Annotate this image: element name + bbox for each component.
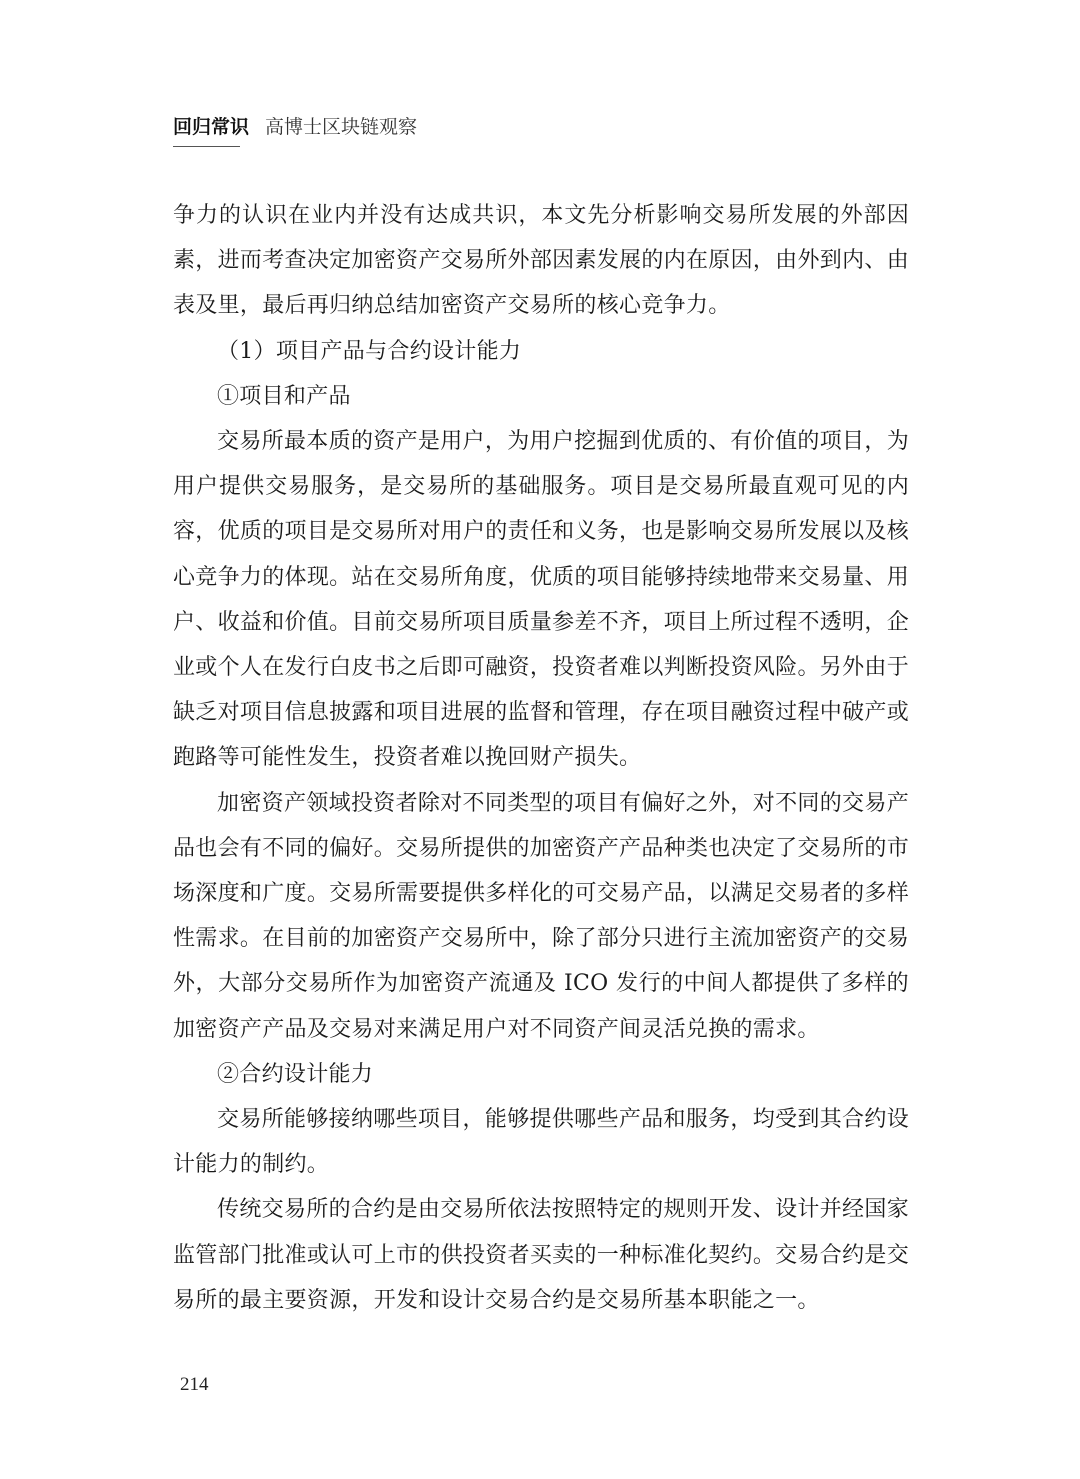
paragraph: 加密资产领域投资者除对不同类型的项目有偏好之外，对不同的交易产品也会有不同的偏好。交易所提供的加密资产产品种类也决定了交易所的市场深度和广度。交易所需要提供多样化的可交易产品，以满足交易者的多样性需求。在目前的加密资产交易所中，除了部分只进行主流加密资产的交易外，大部分交易所作为加密资产流通及 ICO 发行的中间人都提供了多样的加密资产产品及交易对来满足用户对不同资产间灵活兑换的需求。	[173, 790, 909, 1042]
series-title: 高博士区块链观察	[265, 116, 418, 138]
book-title: 回归常识	[173, 116, 250, 138]
paragraph: 交易所最本质的资产是用户，为用户挖掘到优质的、有价值的项目，为用户提供交易服务，是交易所的基础服务。项目是交易所最直观可见的内容，优质的项目是交易所对用户的责任和义务，也是影响交易所发展以及核心竞争力的体现。站在交易所角度，优质的项目能够持续地带来交易量、用户、收益和价值。目前交易所项目质量参差不齐，项目上所过程不透明，企业或个人在发行白皮书之后即可融资，投资者难以判断投资风险。另外由于缺乏对项目信息披露和项目进展的监督和管理，存在项目融资过程中破产或跑路等可能性发生，投资者难以挽回财产损失。	[173, 429, 909, 771]
subsection-heading-projects: ①项目和产品	[217, 383, 351, 409]
paragraph-continuation: 争力的认识在业内并没有达成共识，本文先分析影响交易所发展的外部因素，进而考查决定加密资产交易所外部因素发展的内在原因，由外到内、由表及里，最后再归纳总结加密资产交易所的核心竞争力。	[173, 203, 909, 319]
subsection-heading-contract-design: ②合约设计能力	[217, 1061, 374, 1087]
paragraph: 交易所能够接纳哪些项目，能够提供哪些产品和服务，均受到其合约设计能力的制约。	[173, 1107, 909, 1178]
header-rule	[173, 146, 240, 147]
page-number: 214	[180, 1374, 209, 1395]
paragraph: 传统交易所的合约是由交易所依法按照特定的规则开发、设计并经国家监管部门批准或认可上市的供投资者买卖的一种标准化契约。交易合约是交易所的最主要资源，开发和设计交易合约是交易所基本职能之一。	[173, 1197, 909, 1313]
running-header	[173, 112, 417, 146]
section-heading: （1）项目产品与合约设计能力	[217, 338, 522, 364]
body-text	[173, 193, 909, 1323]
